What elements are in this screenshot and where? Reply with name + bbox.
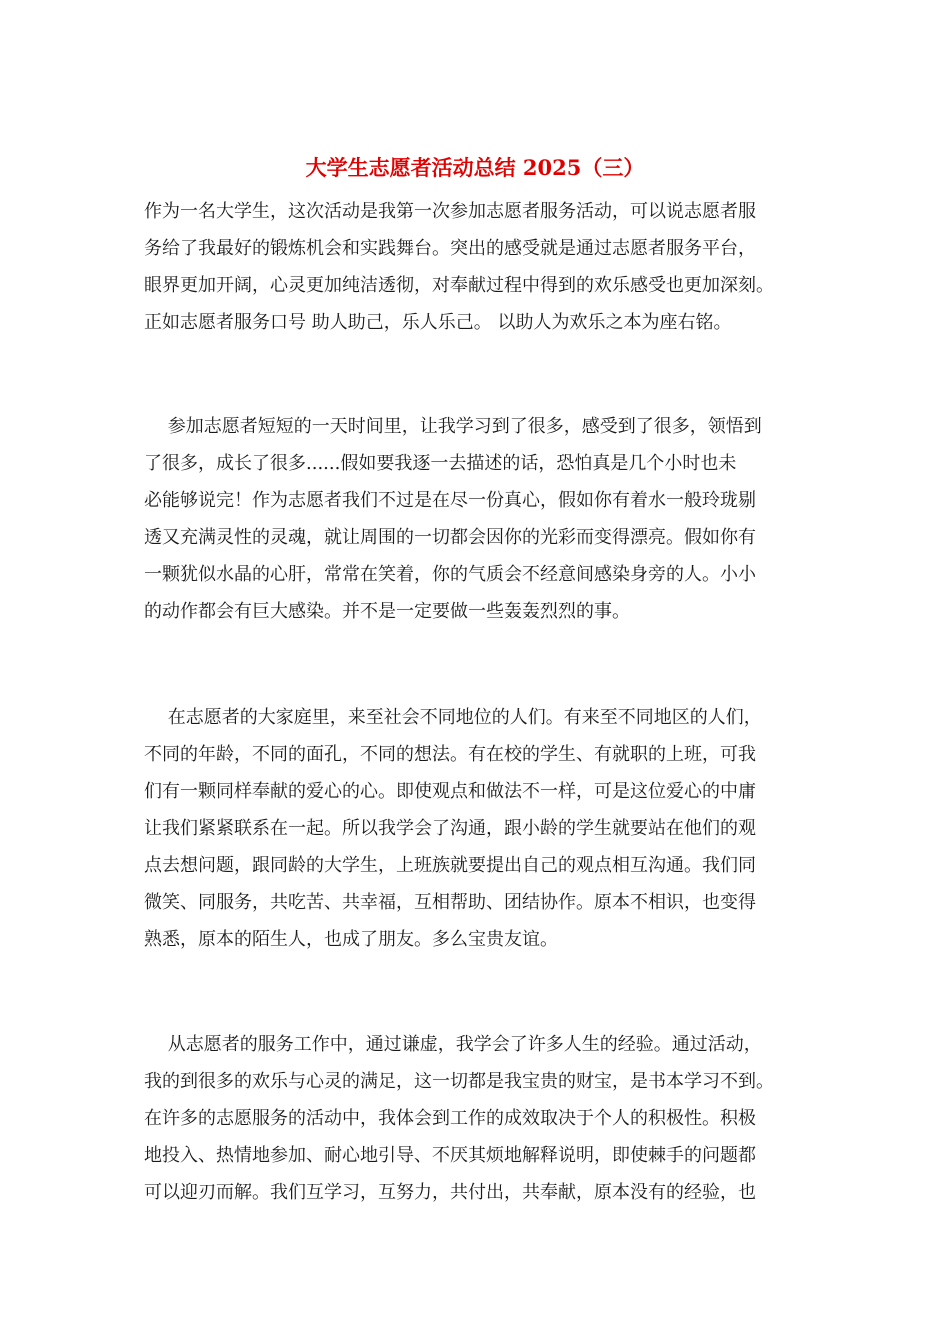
paragraph-line: 从志愿者的服务工作中，通过谦虚，我学会了许多人生的经验。通过活动， xyxy=(144,1034,762,1055)
paragraph-line: 微笑、同服务，共吃苦、共幸福，互相帮助、团结协作。原本不相识，也变得 xyxy=(144,892,756,913)
paragraph-line: 让我们紧紧联系在一起。所以我学会了沟通，跟小龄的学生就要站在他们的观 xyxy=(144,818,756,839)
paragraph-line: 可以迎刃而解。我们互学习，互努力，共付出，共奉献，原本没有的经验，也 xyxy=(144,1182,756,1203)
paragraph-4 xyxy=(144,1026,814,1211)
paragraph-line: 的动作都会有巨大感染。并不是一定要做一些轰轰烈烈的事。 xyxy=(144,601,630,622)
paragraph-line: 作为一名大学生，这次活动是我第一次参加志愿者服务活动，可以说志愿者服 xyxy=(144,201,756,222)
paragraph-line: 正如志愿者服务口号 助人助己，乐人乐己。 以助人为欢乐之本为座右铭。 xyxy=(144,312,732,333)
paragraph-line: 在志愿者的大家庭里，来至社会不同地位的人们。有来至不同地区的人们， xyxy=(144,707,762,728)
paragraph-line: 们有一颗同样奉献的爱心的心。即使观点和做法不一样，可是这位爱心的中庸 xyxy=(144,781,756,802)
paragraph-line: 了很多，成长了很多......假如要我逐一去描述的话，恐怕真是几个小时也未 xyxy=(144,453,737,474)
paragraph-line: 眼界更加开阔，心灵更加纯洁透彻，对奉献过程中得到的欢乐感受也更加深刻。 xyxy=(144,275,774,296)
paragraph-2 xyxy=(144,408,814,630)
paragraph-line: 熟悉，原本的陌生人，也成了朋友。多么宝贵友谊。 xyxy=(144,929,558,950)
paragraph-line: 地投入、热情地参加、耐心地引导、不厌其烦地解释说明，即使棘手的问题都 xyxy=(144,1145,756,1166)
paragraph-3 xyxy=(144,699,814,958)
paragraph-line: 不同的年龄，不同的面孔，不同的想法。有在校的学生、有就职的上班，可我 xyxy=(144,744,756,765)
paragraph-line: 点去想问题，跟同龄的大学生，上班族就要提出自己的观点相互沟通。我们同 xyxy=(144,855,756,876)
paragraph-1 xyxy=(144,193,814,341)
paragraph-line: 在许多的志愿服务的活动中，我体会到工作的成效取决于个人的积极性。积极 xyxy=(144,1108,756,1129)
document-title: 大学生志愿者活动总结 2025（三） xyxy=(305,155,645,180)
paragraph-line: 必能够说完！作为志愿者我们不过是在尽一份真心，假如你有着水一般玲珑剔 xyxy=(144,490,756,511)
paragraph-line: 我的到很多的欢乐与心灵的满足，这一切都是我宝贵的财宝，是书本学习不到。 xyxy=(144,1071,774,1092)
paragraph-line: 透又充满灵性的灵魂，就让周围的一切都会因你的光彩而变得漂亮。假如你有 xyxy=(144,527,756,548)
paragraph-line: 参加志愿者短短的一天时间里，让我学习到了很多，感受到了很多，领悟到 xyxy=(144,416,762,437)
paragraph-line: 一颗犹似水晶的心肝，常常在笑着，你的气质会不经意间感染身旁的人。小小 xyxy=(144,564,756,585)
paragraph-line: 务给了我最好的锻炼机会和实践舞台。突出的感受就是通过志愿者服务平台， xyxy=(144,238,756,259)
